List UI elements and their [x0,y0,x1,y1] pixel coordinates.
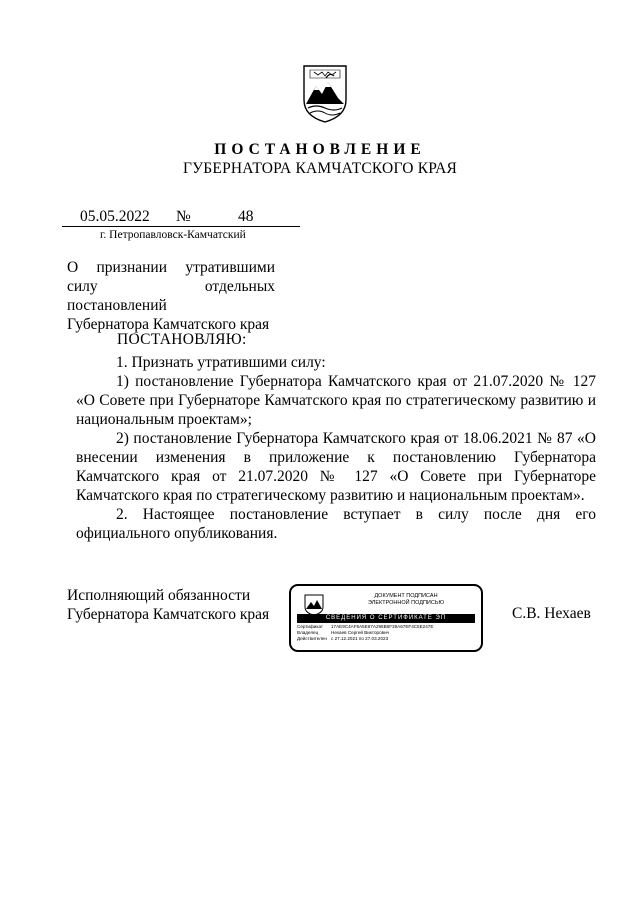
body-paragraph: 1) постановление Губернатора Камчатского края от 21.07.2020 № 127 «О Совете при Губернаторе Камчатского края по стратегическому развитию и национальным проектам»; [76,373,596,428]
cert-key: Сертификат [297,624,324,629]
stamp-crest-icon [303,594,325,616]
subject-line: Губернатора Камчатского края [67,316,270,333]
signer-role-line: Исполняющий обязанности [67,587,251,604]
coat-of-arms-icon [300,64,350,124]
document-place: г. Петропавловск-Камчатский [100,229,246,241]
decree-word: ПОСТАНОВЛЯЮ: [117,331,247,348]
document-date: 05.05.2022 [80,208,150,225]
document-number: 48 [238,208,254,225]
body-paragraph: 2. Настоящее постановление вступает в силу после дня его официального опубликования. [76,506,596,542]
stamp-header-line: ДОКУМЕНТ ПОДПИСАН [374,593,438,599]
number-sign: № [176,208,191,225]
stamp-cert-details [297,624,477,643]
cert-value: 17AE9C4AF8A5E67A298B6F39A67EF4C5E247E [331,624,434,629]
stamp-cert-bar: СВЕДЕНИЯ О СЕРТИФИКАТЕ ЭП [297,614,475,623]
stamp-header-line: ЭЛЕКТРОННОЙ ПОДПИСЬЮ [367,600,445,606]
valid-key: Действителен [297,636,327,642]
date-number-line [62,208,300,227]
body-paragraph: 2) постановление Губернатора Камчатского края от 18.06.2021 № 87 «О внесении изменения в приложение к постановлению Губернатора Камчатского края от 21.07.2020 № 127 «О Совете при Губернаторе Камчатского края по стратегическому развитию и национальным проектам». [76,430,596,504]
body-paragraph: 1. Признать утратившими силу: [116,354,326,371]
valid-value: с 27.12.2021 по 27.03.2023 [331,636,389,642]
document-subject [67,258,275,334]
signer-name: С.В. Нехаев [512,605,591,622]
document-title: ПОСТАНОВЛЕНИЕ [214,141,426,158]
subject-line: О признании утратившими [67,259,275,276]
e-signature-stamp [289,584,483,652]
subject-line: силу отдельных постановлений [67,278,275,314]
document-body [76,353,596,543]
document-subtitle: ГУБЕРНАТОРА КАМЧАТСКОГО КРАЯ [182,160,458,177]
owner-key: Владелец [297,630,319,636]
owner-value: Нехаев Сергей Викторович [331,630,390,636]
signer-role [67,586,269,624]
signer-role-line: Губернатора Камчатского края [67,606,270,623]
stamp-header [341,593,471,607]
